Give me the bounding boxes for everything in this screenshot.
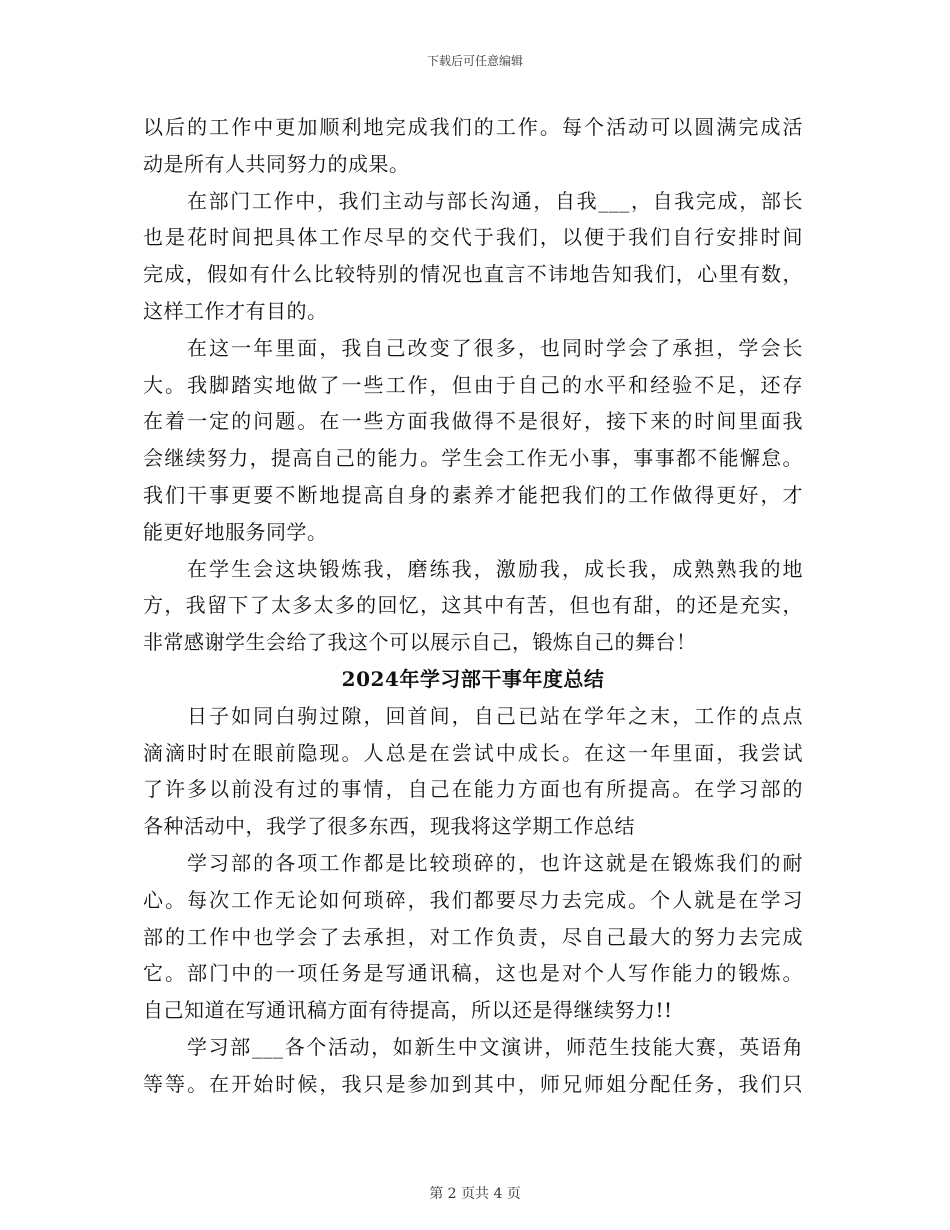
section-title: 2024年学习部干事年度总结 — [341, 666, 605, 691]
text-line: 大。我脚踏实地做了一些工作，但由于自己的水平和经验不足，还存 — [143, 372, 803, 397]
text-line: 学习部的各项工作都是比较琐碎的，也许这就是在锻炼我们的耐 — [187, 850, 803, 875]
text-line: 自己知道在写通讯稿方面有待提高，所以还是得继续努力!! — [143, 998, 673, 1023]
text-line: 部的工作中也学会了去承担，对工作负责，尽自己最大的努力去完成 — [143, 924, 803, 949]
text-line: 了许多以前没有过的事情，自己在能力方面也有所提高。在学习部的 — [143, 777, 803, 802]
document-body — [143, 109, 803, 1103]
text-line: 在部门工作中，我们主动与部长沟通，自我___，自我完成，部长 — [187, 188, 803, 213]
text-line: 日子如同白驹过隙，回首间，自己已站在学年之末，工作的点点 — [187, 703, 803, 728]
text-line: 在这一年里面，我自己改变了很多，也同时学会了承担，学会长 — [187, 335, 803, 360]
text-line: 滴滴时时在眼前隐现。人总是在尝试中成长。在这一年里面，我尝试 — [143, 740, 803, 765]
text-line: 会继续努力，提高自己的能力。学生会工作无小事，事事都不能懈怠。 — [143, 446, 803, 471]
text-line: 心。每次工作无论如何琐碎，我们都要尽力去完成。个人就是在学习 — [143, 887, 803, 912]
text-line: 等等。在开始时候，我只是参加到其中，师兄师姐分配任务，我们只 — [143, 1071, 803, 1096]
text-line: 在学生会这块锻炼我，磨练我，激励我，成长我，成熟熟我的地 — [187, 556, 803, 581]
text-line: 动是所有人共同努力的成果。 — [143, 151, 410, 176]
text-line: 能更好地服务同学。 — [143, 519, 328, 544]
text-line: 在着一定的问题。在一些方面我做得不是很好，接下来的时间里面我 — [143, 409, 803, 434]
text-line: 非常感谢学生会给了我这个可以展示自己，锻炼自己的舞台！ — [143, 630, 697, 655]
text-line: 也是花时间把具体工作尽早的交代于我们，以便于我们自行安排时间 — [143, 225, 803, 250]
text-line: 完成，假如有什么比较特别的情况也直言不讳地告知我们，心里有数， — [143, 262, 803, 287]
text-line: 方，我留下了太多太多的回忆，这其中有苦，但也有甜，的还是充实， — [143, 593, 803, 618]
text-line: 以后的工作中更加顺利地完成我们的工作。每个活动可以圆满完成活 — [143, 115, 803, 139]
text-line: 各种活动中，我学了很多东西，现我将这学期工作总结 — [143, 814, 635, 839]
text-line: 它。部门中的一项任务是写通讯稿，这也是对个人写作能力的锻炼。 — [143, 961, 803, 986]
text-line: 我们干事更要不断地提高自身的素养才能把我们的工作做得更好，才 — [143, 482, 803, 507]
page-header: 下载后可任意编辑 — [426, 54, 523, 68]
text-line: 学习部___各个活动，如新生中文演讲，师范生技能大赛，英语角 — [187, 1034, 803, 1059]
text-line: 这样工作才有目的。 — [143, 298, 328, 323]
page-footer: 第 2 页共 4 页 — [429, 1186, 521, 1202]
